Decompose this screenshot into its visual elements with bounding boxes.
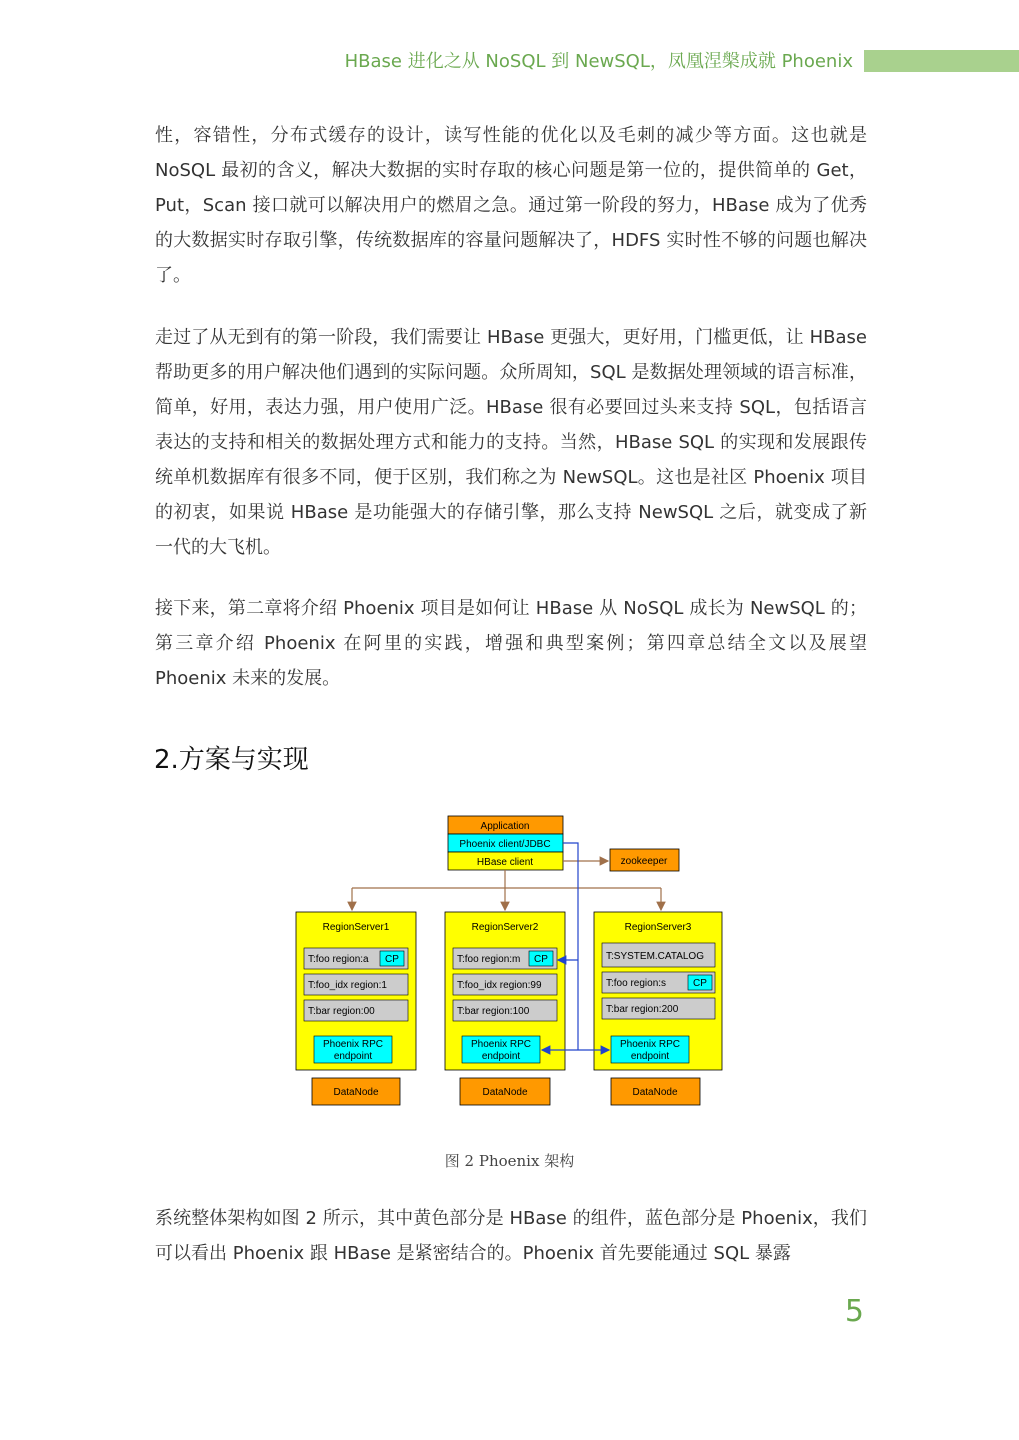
rs3-region-1-label: T:SYSTEM.CATALOG xyxy=(606,951,704,962)
rs2-endpoint-label-1: Phoenix RPC xyxy=(470,1039,532,1050)
rs1-region-3-label: T:bar region:00 xyxy=(308,1006,375,1017)
rs1-region-1-label: T:foo region:a xyxy=(308,954,369,965)
rs2-coprocessor-label: CP xyxy=(534,954,548,965)
rs1-endpoint-label-2: endpoint xyxy=(333,1051,373,1062)
rs3-endpoint-label-2: endpoint xyxy=(630,1051,670,1062)
regionserver-3-label: RegionServer3 xyxy=(624,922,692,933)
paragraph-3: 接下来，第二章将介绍 Phoenix 项目是如何让 HBase 从 NoSQL 成长为 NewSQL 的；第三章介绍 Phoenix 在阿里的实践，增强和典型案例；第四章总结全文以及展望 Phoenix 未来的发展。 xyxy=(155,598,867,689)
rs2-endpoint-label-2: endpoint xyxy=(481,1051,521,1062)
rs1-datanode-label: DataNode xyxy=(333,1087,379,1098)
architecture-diagram xyxy=(290,810,730,1115)
rs2-region-1-label: T:foo region:m xyxy=(457,954,521,965)
page-number: 5 xyxy=(844,1294,864,1329)
rs2-region-2-label: T:foo_idx region:99 xyxy=(457,980,542,991)
paragraph-4: 系统整体架构如图 2 所示，其中黄色部分是 HBase 的组件，蓝色部分是 Phoenix，我们可以看出 Phoenix 跟 HBase 是紧密结合的。Phoenix 首先要能通过 SQL 暴露 xyxy=(155,1208,867,1264)
rs1-endpoint-label-1: Phoenix RPC xyxy=(322,1039,384,1050)
rs3-region-2-label: T:foo region:s xyxy=(606,978,667,989)
figure-caption: 图 2 Phoenix 架构 xyxy=(444,1152,575,1170)
paragraph-1: 性，容错性，分布式缓存的设计，读写性能的优化以及毛刺的减少等方面。这也就是 NoSQL 最初的含义，解决大数据的实时存取的核心问题是第一位的，提供简单的 Get，Put，Scan 接口就可以解决用户的燃眉之急。通过第一阶段的努力，HBase 成为了优秀的大数据实时存取引擎，传统数据库的容量问题解决了，HDFS 实时性不够的问题也解决了。 xyxy=(155,125,867,286)
zookeeper-label: zookeeper xyxy=(620,856,668,867)
rs3-coprocessor-label: CP xyxy=(693,978,707,989)
header-accent-bar xyxy=(864,50,1019,72)
rs3-endpoint-label-1: Phoenix RPC xyxy=(619,1039,681,1050)
header-title: HBase 进化之从 NoSQL 到 NewSQL，凤凰涅槃成就 Phoenix xyxy=(344,51,853,72)
section-title: 2.方案与实现 xyxy=(154,745,309,775)
architecture-figure xyxy=(290,810,730,1115)
rs3-datanode-label: DataNode xyxy=(632,1087,678,1098)
rs2-datanode-label: DataNode xyxy=(482,1087,528,1098)
regionserver-1-label: RegionServer1 xyxy=(322,922,390,933)
regionserver-2-label: RegionServer2 xyxy=(471,922,539,933)
paragraph-2: 走过了从无到有的第一阶段，我们需要让 HBase 更强大，更好用，门槛更低，让 HBase 帮助更多的用户解决他们遇到的实际问题。众所周知，SQL 是数据处理领域的语言标准，简单，好用，表达力强，用户使用广泛。HBase 很有必要回过头来支持 SQL，包括语言表达的支持和相关的数据处理方式和能力的支持。当然，HBase SQL 的实现和发展跟传统单机数据库有很多不同，便于区别，我们称之为 NewSQL。这也是社区 Phoenix 项目的初衷，如果说 HBase 是功能强大的存储引擎，那么支持 NewSQL 之后，就变成了新一代的大飞机。 xyxy=(155,327,867,558)
rs1-coprocessor-label: CP xyxy=(385,954,399,965)
phoenix-client-label: Phoenix client/JDBC xyxy=(459,839,551,850)
application-label: Application xyxy=(480,821,530,832)
hbase-client-label: HBase client xyxy=(476,857,534,868)
rs2-region-3-label: T:bar region:100 xyxy=(457,1006,530,1017)
rs3-region-3-label: T:bar region:200 xyxy=(606,1004,679,1015)
rs1-region-2-label: T:foo_idx region:1 xyxy=(308,980,387,991)
